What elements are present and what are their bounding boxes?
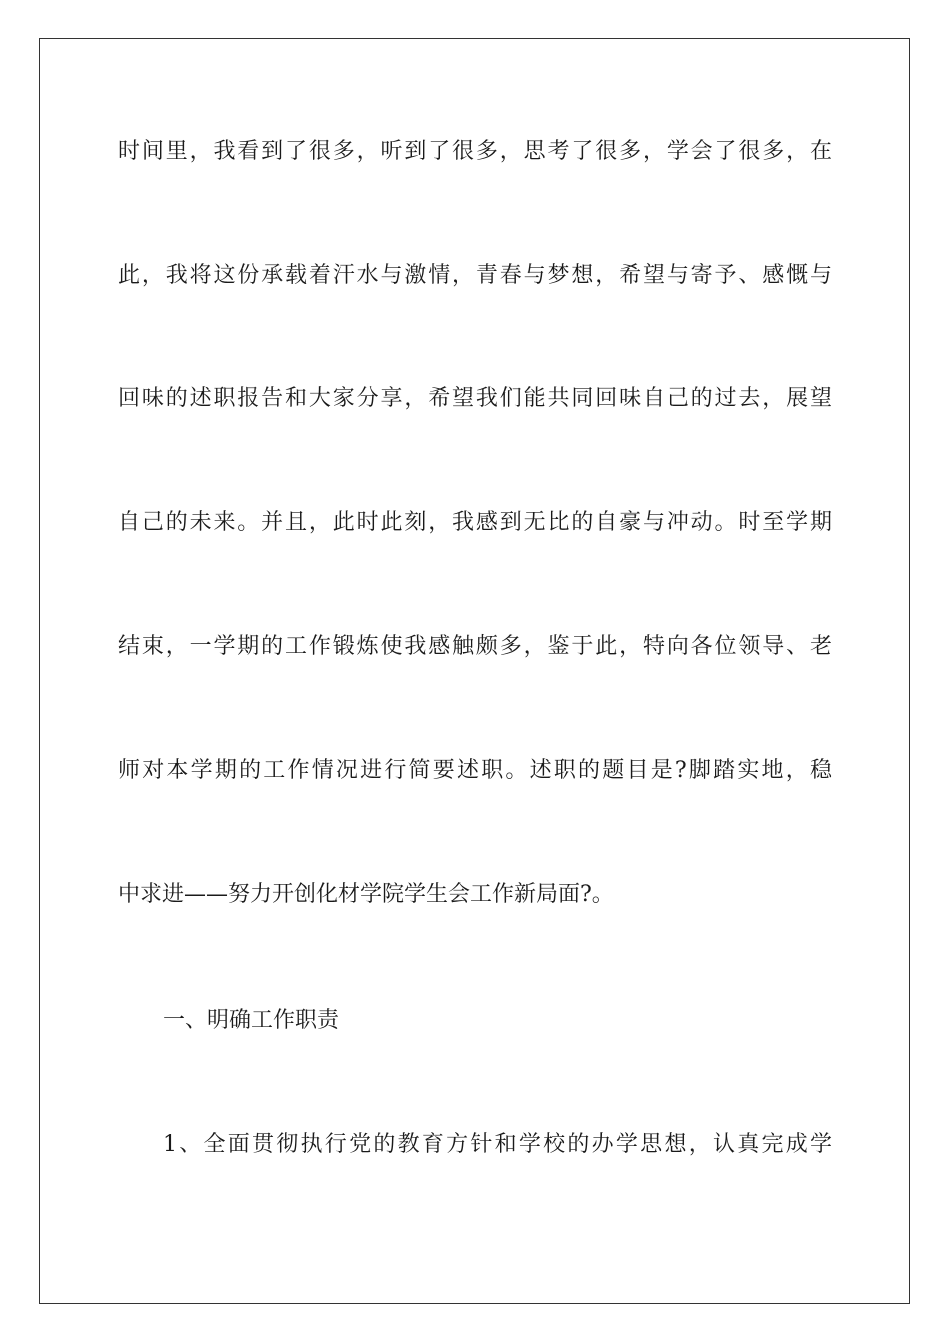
list-item: 1、全面贯彻执行党的教育方针和学校的办学思想，认真完成学 xyxy=(163,1132,832,1157)
body-text-line: 此，我将这份承载着汗水与激情，青春与梦想，希望与寄予、感慨与 xyxy=(118,263,832,288)
body-text-line: 自己的未来。并且，此时此刻，我感到无比的自豪与冲动。时至学期 xyxy=(118,510,832,535)
body-text-line: 时间里，我看到了很多，听到了很多，思考了很多，学会了很多，在 xyxy=(118,139,832,164)
body-text-line: 回味的述职报告和大家分享，希望我们能共同回味自己的过去，展望 xyxy=(118,386,832,411)
section-heading: 一、明确工作职责 xyxy=(163,1008,340,1033)
body-text-line: 中求进——努力开创化材学院学生会工作新局面?。 xyxy=(118,882,614,907)
body-text-line: 结束，一学期的工作锻炼使我感触颇多，鉴于此，特向各位领导、老 xyxy=(118,634,832,659)
page-border xyxy=(39,38,910,1304)
body-text-line: 师对本学期的工作情况进行简要述职。述职的题目是?脚踏实地，稳 xyxy=(118,758,832,783)
